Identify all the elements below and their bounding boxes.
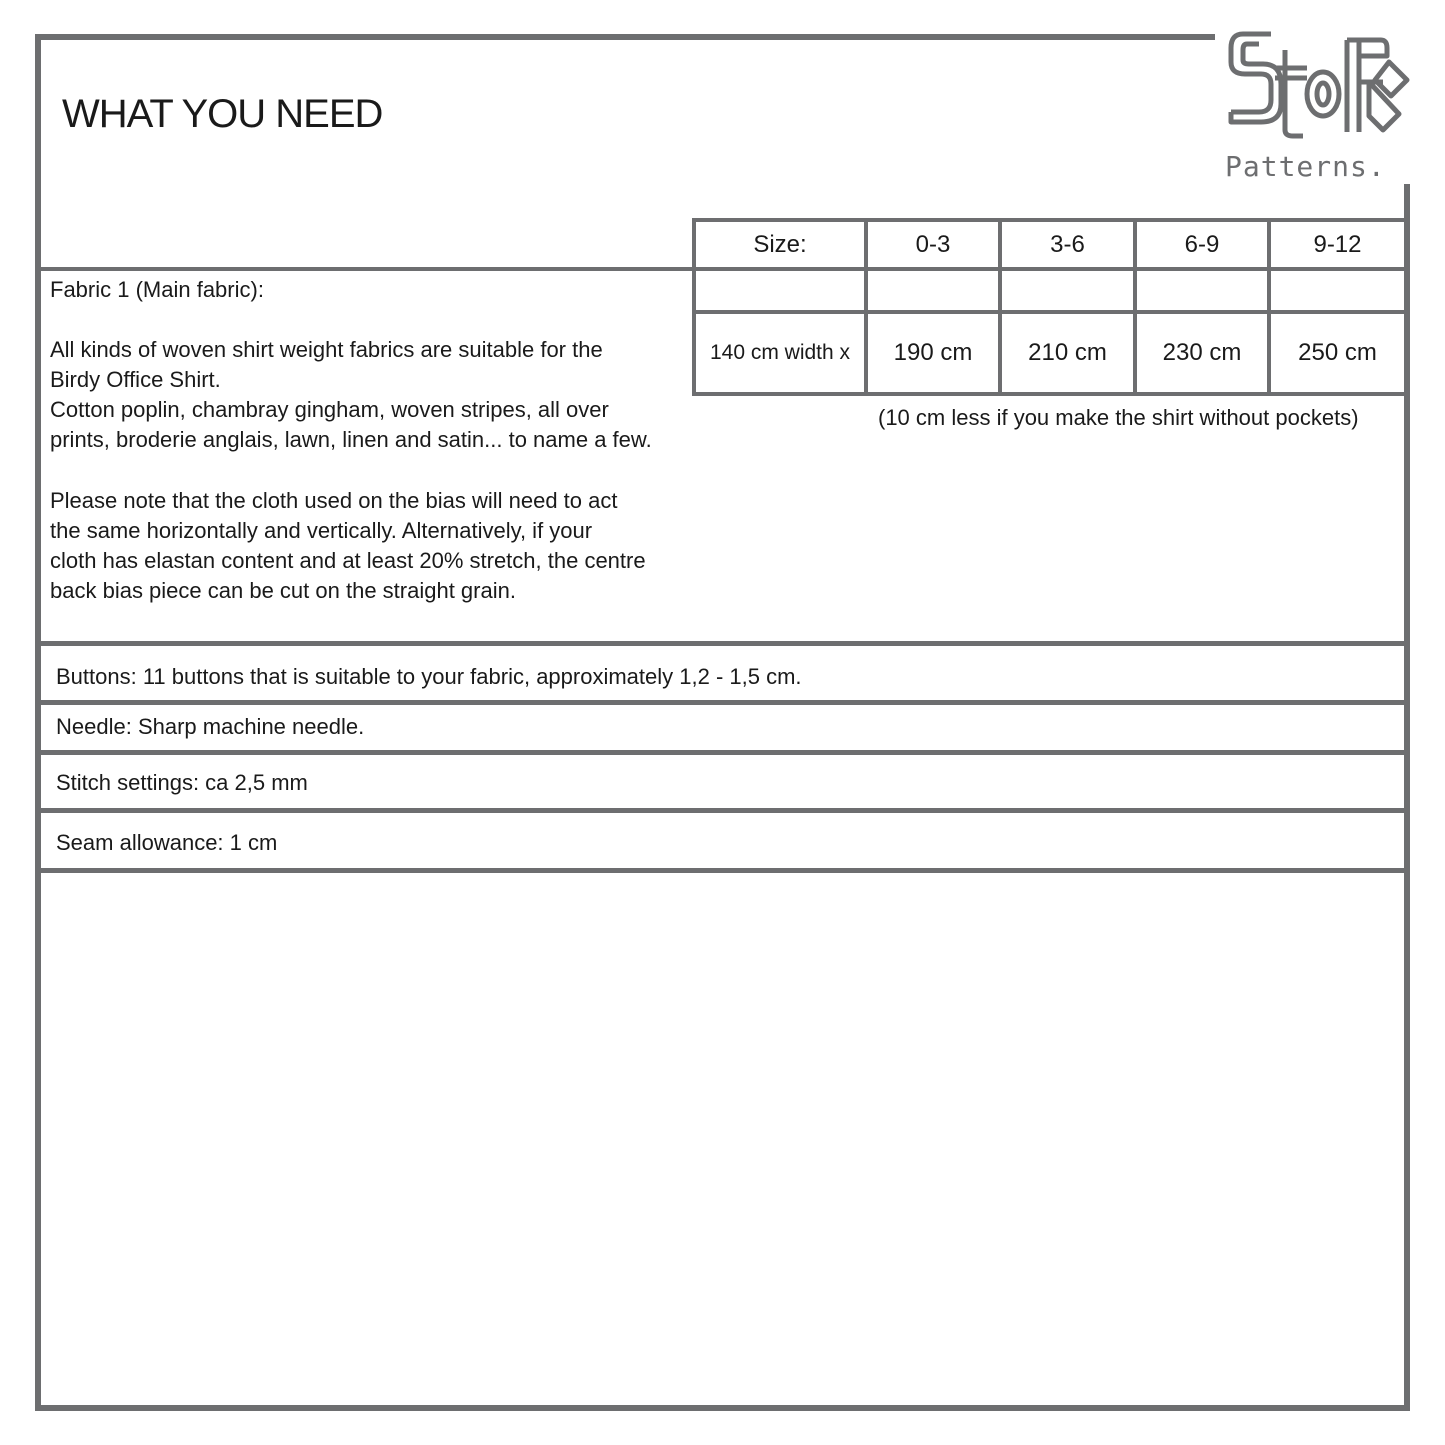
row-divider [41,641,1406,646]
logo [1220,22,1420,187]
table-cell-value: 250 cm [1298,339,1377,366]
buttons-requirement: Buttons: 11 buttons that is suitable to your fabric, approximately 1,2 - 1,5 cm. [56,664,802,689]
row-divider [41,808,1406,813]
fabric-heading: Fabric 1 (Main fabric): [50,277,264,302]
seam-allowance: Seam allowance: 1 cm [56,830,278,855]
table-border-mid1 [692,267,1406,271]
stitch-settings: Stitch settings: ca 2,5 mm [56,770,308,795]
table-cell-value: 190 cm [893,339,973,366]
table-header-size: 6-9 [1184,230,1220,258]
frame-top [35,34,1215,40]
table-header-size: 9-12 [1313,230,1362,258]
fabric-paragraph-2: Please note that the cloth used on the bias will need to act the same horizontally and vertically. Alternatively, if your cloth has elastan content and at least 20% stretch, the centre back bias piece can be cut on the straight grain. [50,488,646,603]
table-header-size: 0-3 [915,230,951,258]
logo-text: Patterns. [1225,150,1386,183]
row-divider [41,750,1406,755]
page-title: WHAT YOU NEED [62,92,383,136]
frame-left [35,34,41,1411]
table-cell-value: 210 cm [1028,339,1107,366]
logo-mark-icon [1223,22,1413,144]
table-header-size: 3-6 [1050,230,1085,258]
frame-bottom [35,1405,1410,1411]
fabric-paragraph-1: All kinds of woven shirt weight fabrics are suitable for the Birdy Office Shirt. Cotton poplin, chambray gingham, woven stripes, all over prints, broderie anglais, lawn, linen and satin... to name a few. [50,337,652,452]
row-divider [41,868,1406,873]
frame-right [1404,184,1410,1411]
table-cell-value: 230 cm [1162,339,1242,366]
table-row-label: 140 cm width x [709,341,851,364]
table-border-bottom [692,392,1406,396]
row-divider [41,700,1406,705]
table-note: (10 cm less if you make the shirt without pockets) [878,405,1359,430]
section-divider-top [41,267,696,271]
needle-requirement: Needle: Sharp machine needle. [56,714,365,739]
table-header-size-label: Size: [753,230,807,258]
